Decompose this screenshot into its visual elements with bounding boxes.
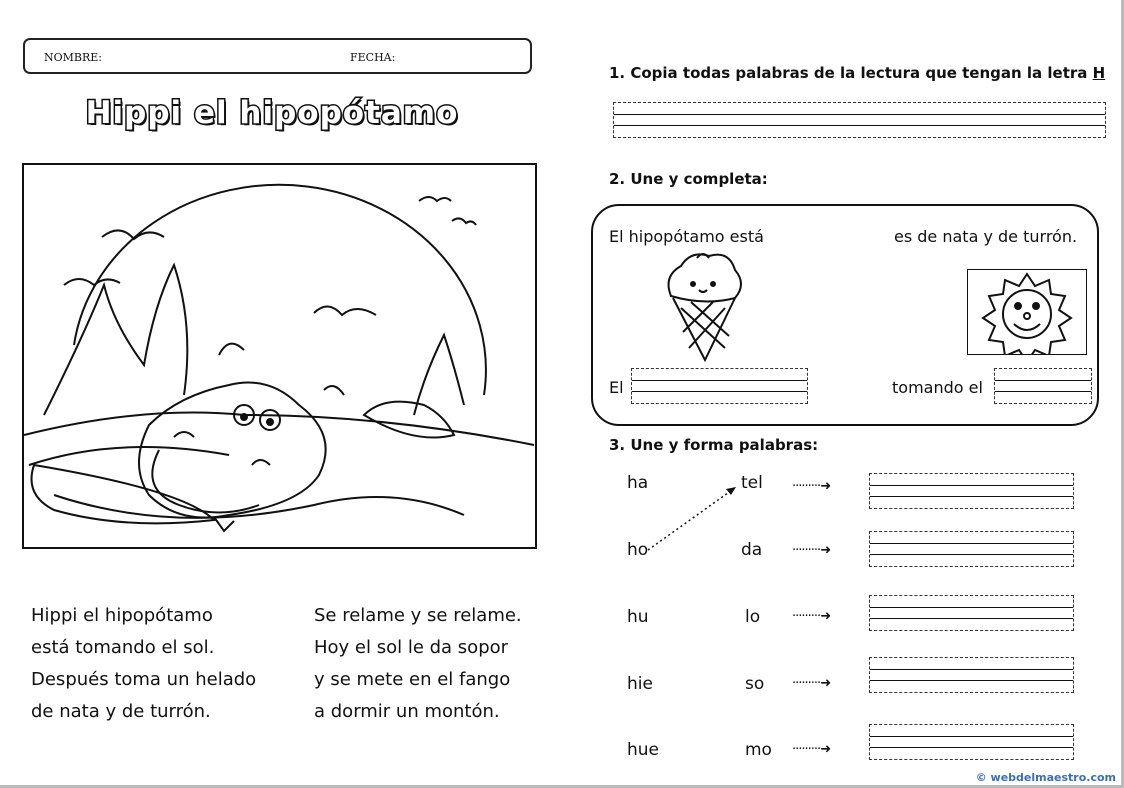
- syllable-left: ho: [627, 540, 649, 560]
- q3-writing-line[interactable]: [869, 473, 1074, 509]
- poem-line: está tomando el sol.: [31, 637, 215, 658]
- site-watermark[interactable]: © webdelmaestro.com: [975, 771, 1116, 784]
- poem-left-column: [31, 600, 256, 728]
- q2-writing-line-left[interactable]: [631, 368, 808, 404]
- syllable-right: mo: [745, 740, 772, 760]
- q3-writing-line[interactable]: [869, 531, 1074, 567]
- q1-writing-line[interactable]: [613, 102, 1106, 138]
- q2-sentence-left: El hipopótamo está: [609, 227, 764, 246]
- poem-line: Después toma un helado: [31, 669, 257, 690]
- syllable-right: lo: [745, 607, 761, 627]
- question-2-title: 2. Une y completa:: [609, 170, 768, 188]
- q2-writing-line-right[interactable]: [994, 368, 1092, 404]
- arrow-icon: ·········➜: [792, 543, 831, 558]
- q3-writing-line[interactable]: [869, 595, 1074, 631]
- poem-line: y se mete en el fango: [314, 669, 511, 690]
- page-title: Hippi el hipopótamo: [85, 95, 459, 131]
- syllable-right: da: [741, 540, 763, 560]
- sun-icon: [967, 269, 1087, 355]
- name-label: NOMBRE:: [44, 51, 103, 64]
- ice-cream-icon: [663, 248, 745, 362]
- syllable-left: hu: [627, 607, 649, 627]
- question-3-title: 3. Une y forma palabras:: [609, 436, 819, 454]
- q3-writing-line[interactable]: [869, 657, 1074, 693]
- hippo-illustration-icon: [24, 165, 535, 547]
- poem-line: de nata y de turrón.: [31, 701, 211, 722]
- name-date-box: [23, 38, 532, 74]
- syllable-right: so: [745, 674, 765, 694]
- poem-line: Hippi el hipopótamo: [31, 605, 213, 626]
- question-1: [609, 64, 1105, 82]
- syllable-left: ha: [627, 473, 649, 493]
- arrow-icon: ·········➜: [792, 609, 831, 624]
- syllable-left: hue: [627, 740, 660, 760]
- poem-line: a dormir un montón.: [314, 701, 500, 722]
- arrow-icon: ·········➜: [792, 479, 831, 494]
- poem-line: Se relame y se relame.: [314, 605, 522, 626]
- poem-line: Hoy el sol le da sopor: [314, 637, 509, 658]
- arrow-icon: ·········➜: [792, 676, 831, 691]
- syllable-left: hie: [627, 674, 653, 694]
- syllable-right: tel: [741, 473, 763, 493]
- poem-right-column: [314, 600, 522, 728]
- arrow-icon: ·········➜: [792, 742, 831, 757]
- date-label: FECHA:: [350, 51, 396, 64]
- q3-writing-line[interactable]: [869, 724, 1074, 760]
- question-1-letter: H: [1092, 64, 1106, 82]
- q2-sentence-right: es de nata y de turrón.: [894, 227, 1078, 246]
- q2-bottom-left: El: [609, 378, 624, 397]
- hippo-coloring-picture: [22, 163, 537, 549]
- q2-bottom-right: tomando el: [892, 378, 983, 397]
- connecting-dotted-line: [640, 478, 745, 558]
- question-1-text: 1. Copia todas palabras de la lectura que tengan la letra: [609, 64, 1093, 82]
